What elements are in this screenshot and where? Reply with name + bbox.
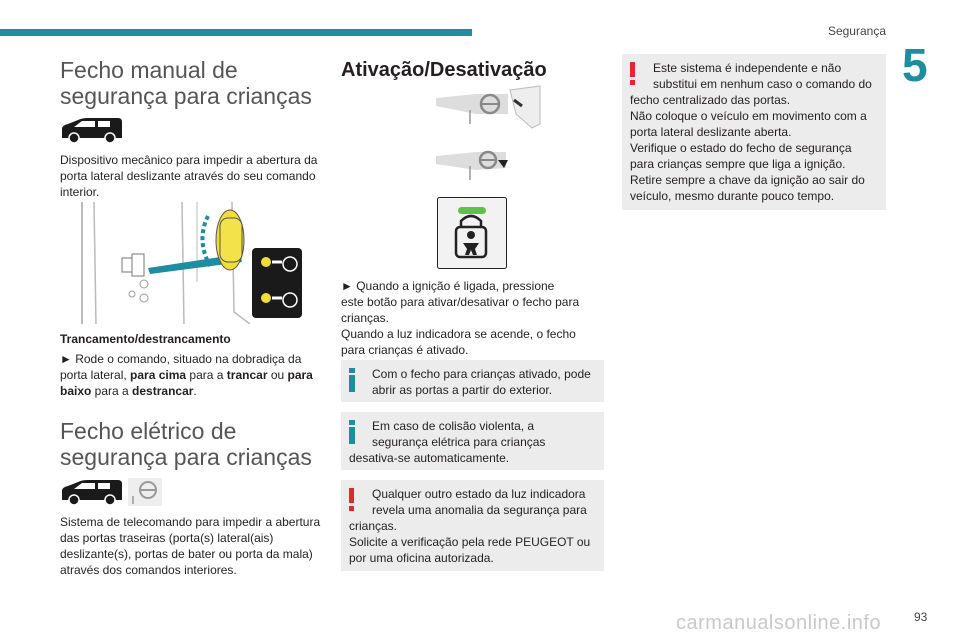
info-icon (349, 418, 356, 444)
van-icon (60, 478, 124, 506)
warning-icon (349, 486, 356, 512)
activation-title: Ativação/Desativação (341, 59, 547, 81)
door-hinge-diagram (72, 202, 312, 324)
rotate-instruction: ► Rode o comando, situado na dobradiça da porta lateral, para cima para a trancar ou para baixo para a destrancar. (60, 352, 313, 398)
warning-box-independent: Este sistema é independente e não substitui em nenhum caso o comando do fecho centralizado das portas. Não coloque o veículo em movimento com a porta lateral deslizante aberta. Verifique o estado do fecho de segurança para crianças sempre que liga a ignição. Retire sempre a chave da ignição ao sair do veículo, mesmo durante pouco tempo. (622, 54, 886, 210)
info-icon (349, 366, 356, 392)
warning-icon (630, 60, 637, 86)
page-number: 93 (914, 610, 928, 624)
child-lock-button (437, 197, 507, 269)
chapter-number: 5 (902, 39, 928, 91)
watermark: carmanualsonline.info (676, 612, 882, 634)
section-name: Segurança (827, 24, 886, 38)
info-box-collision: Em caso de colisão violenta, a segurança elétrica para crianças desativa-se automaticamente. (341, 412, 604, 470)
press-button-instruction: ► Quando a ignição é ligada, pressione este botão para ativar/desativar o fecho para crianças. Quando a luz indicadora se acende, o fecho para crianças é ativado. (341, 279, 580, 357)
dashboard-icon (436, 146, 510, 182)
dashboard-icon (436, 84, 546, 130)
section-title-manual: Fecho manual de segurança para crianças (60, 57, 312, 109)
manual-description: Dispositivo mecânico para impedir a abertura da porta lateral deslizante através do seu comando interior. (60, 153, 318, 199)
van-icon (60, 116, 124, 144)
steering-wheel-icon (128, 478, 162, 506)
warning-box-anomaly: Qualquer outro estado da luz indicadora revela uma anomalia da segurança para crianças. Solicite a verificação pela rede PEUGEOT ou por uma oficina autorizada. (341, 480, 604, 571)
header-accent-bar (0, 29, 472, 36)
electric-description: Sistema de telecomando para impedir a abertura das portas traseiras (porta(s) lateral(ais) deslizante(s), portas de bater ou porta da mala) através dos comandos interiores. (60, 515, 321, 577)
info-box-exterior: Com o fecho para crianças ativado, pode abrir as portas a partir do exterior. (341, 360, 604, 402)
section-title-electric: Fecho elétrico de segurança para crianças (60, 418, 312, 470)
subheading-lock-unlock: Trancamento/destrancamento (60, 332, 231, 346)
